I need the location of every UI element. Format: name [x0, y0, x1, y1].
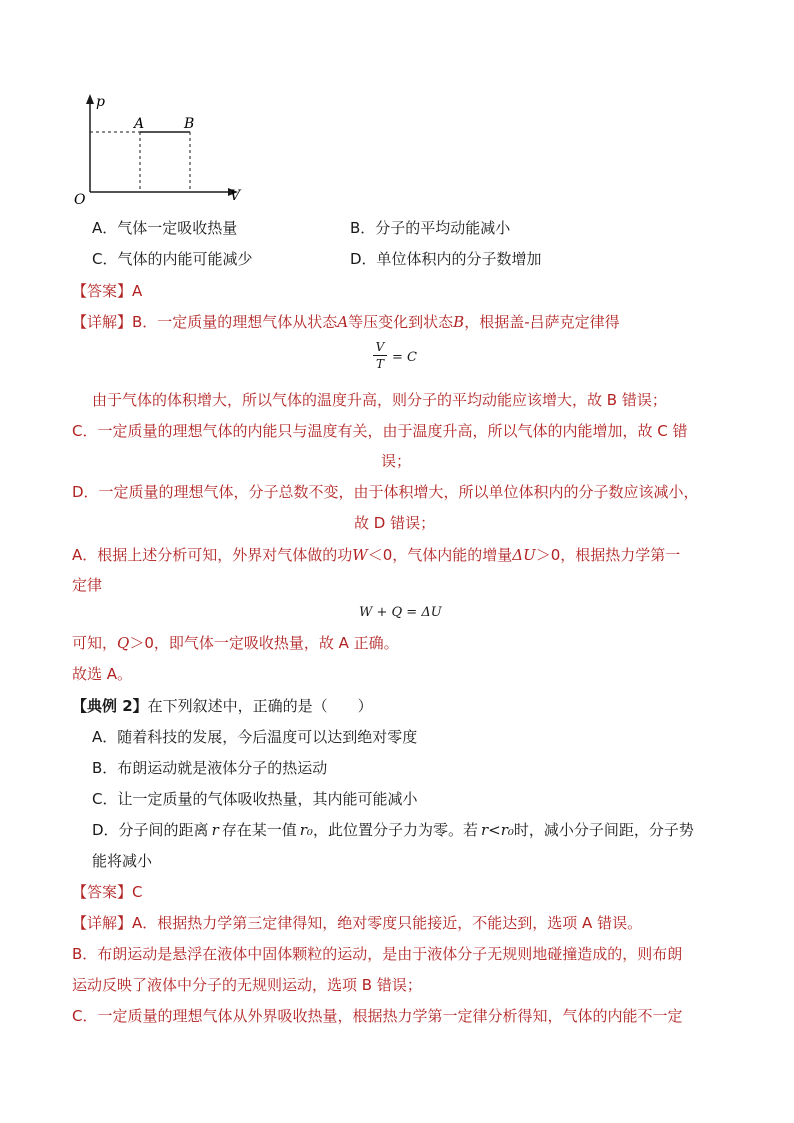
q1-detail-line2: 由于气体的体积增大，所以气体的温度升高，则分子的平均动能应该增大，故 B 错误； — [92, 391, 667, 409]
state-b: B — [453, 313, 465, 331]
condition-symbol: r<r₀ — [480, 821, 514, 839]
q2-option-d-cont: 能将减小 — [92, 852, 153, 870]
p-label: p — [96, 94, 105, 110]
r-symbol: r — [211, 821, 219, 839]
gay-lussac-fraction — [373, 340, 387, 371]
detail-text: 可知， — [72, 634, 118, 652]
q1-detail-line1 — [72, 312, 620, 332]
q2-option-c: C．让一定质量的气体吸收热量，其内能可能减小 — [92, 790, 418, 808]
q2-answer: 【答案】C — [72, 883, 143, 901]
q2-option-b: B．布朗运动就是液体分子的热运动 — [92, 759, 328, 777]
q2-detail-line2-cont: 运动反映了液体中分子的无规则运动，选项 B 错误； — [72, 976, 422, 994]
detail-text: A．根据热力学第三定律得知，绝对零度只能接近，不能达到，选项 A 错误。 — [132, 914, 643, 932]
point-a-label: A — [134, 116, 145, 132]
q2-option-d — [92, 820, 694, 840]
detail-text: 等压变化到状态 — [348, 313, 454, 331]
option-text: 存在某一值 — [221, 821, 297, 839]
detail-text: ＞0，即气体一定吸收热量，故 A 正确。 — [129, 634, 399, 652]
option-text: D．分子间的距离 — [92, 821, 209, 839]
q2-option-a: A．随着科技的发展，今后温度可以达到绝对零度 — [92, 728, 418, 746]
q1-detail-line3: C．一定质量的理想气体的内能只与温度有关，由于温度升高，所以气体的内能增加，故 C 错 — [72, 422, 688, 440]
first-law-formula: W + Q = ΔU — [359, 605, 442, 620]
detail-text: B．一定质量的理想气体从状态 — [132, 313, 338, 331]
q1-option-a: A．气体一定吸收热量 — [92, 219, 238, 237]
q1-detail-line5-cont: 定律 — [72, 576, 103, 594]
q2-detail-line1 — [72, 913, 642, 933]
q1-detail-line6 — [72, 633, 399, 653]
heat-symbol: Q — [117, 634, 130, 652]
detail-tag: 【详解】 — [72, 313, 133, 331]
option-text: 时，减小分子间距，分子势 — [513, 821, 694, 839]
q1-option-c: C．气体的内能可能减少 — [92, 250, 253, 268]
q1-option-b: B．分子的平均动能减小 — [350, 219, 511, 237]
q1-detail-line3-cont: 误； — [381, 452, 412, 470]
question-text: 在下列叙述中，正确的是（ ） — [147, 697, 373, 715]
q2-detail-line2: B．布朗运动是悬浮在液体中固体颗粒的运动，是由于液体分子无规则地碰撞造成的，则布朗 — [72, 945, 683, 963]
r0-symbol: r₀ — [299, 821, 313, 839]
origin-label: O — [74, 192, 86, 204]
q1-answer: 【答案】A — [72, 282, 143, 300]
q2-detail-line3: C．一定质量的理想气体从外界吸收热量，根据热力学第一定律分析得知，气体的内能不一定 — [72, 1007, 683, 1025]
q2-title — [72, 696, 373, 716]
detail-text: ＜0，气体内能的增量 — [367, 546, 513, 564]
delta-u-symbol: ΔU — [512, 546, 536, 564]
p-axis-arrow — [86, 94, 94, 104]
option-text: ，此位置分子力为零。若 — [312, 821, 478, 839]
fraction-bar — [373, 355, 387, 356]
detail-text: A．根据上述分析可知，外界对气体做的功 — [72, 546, 353, 564]
fraction-rhs: = C — [392, 350, 417, 365]
point-b-label: B — [184, 116, 195, 132]
pv-graph — [70, 92, 250, 204]
state-a: A — [337, 313, 349, 331]
example-tag: 【典例 2】 — [72, 697, 148, 715]
detail-text: ，根据盖-吕萨克定律得 — [464, 313, 620, 331]
fraction-denominator: T — [375, 357, 384, 371]
v-label: V — [230, 188, 241, 204]
q1-detail-line4-cont: 故 D 错误； — [354, 514, 436, 532]
q1-option-d: D．单位体积内的分子数增加 — [350, 250, 542, 268]
fraction-numerator: V — [375, 340, 385, 354]
work-symbol: W — [352, 546, 368, 564]
q1-detail-line5 — [72, 545, 680, 565]
q1-detail-line4: D．一定质量的理想气体，分子总数不变，由于体积增大，所以单位体积内的分子数应该减小， — [72, 483, 699, 501]
detail-text: ＞0，根据热力学第一 — [535, 546, 681, 564]
detail-tag: 【详解】 — [72, 914, 133, 932]
q1-detail-line7: 故选 A。 — [72, 665, 133, 683]
